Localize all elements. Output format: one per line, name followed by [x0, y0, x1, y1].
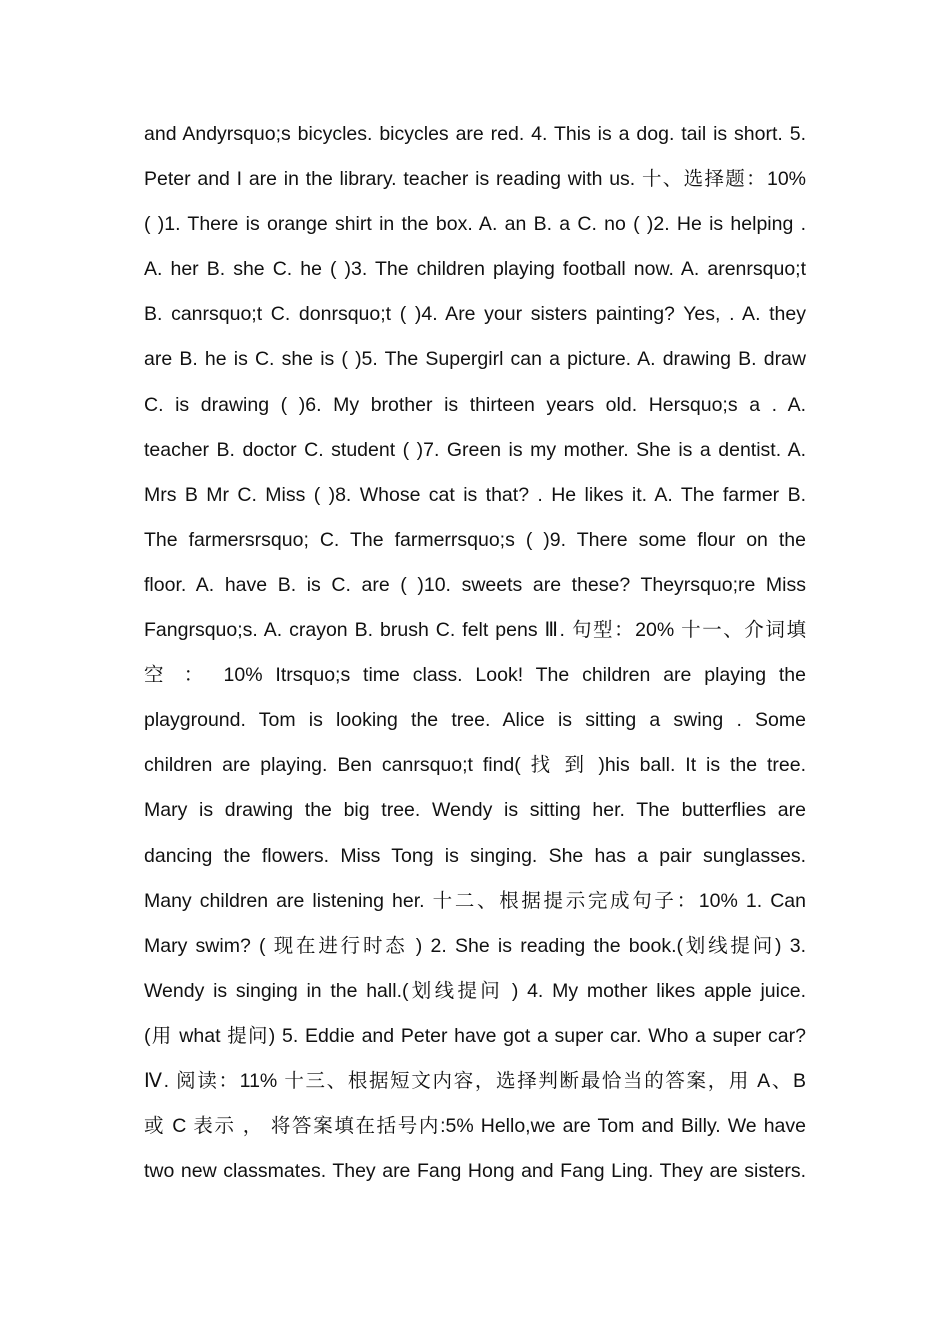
text-line: and Andyrsquo;s bicycles. bicycles are red. 4. This is a dog. tail is short. 5.	[144, 123, 806, 145]
text-line: The farmersrsquo; C. The farmerrsquo;s ( )9. There some flour on the	[144, 528, 806, 551]
text-line: Ⅳ. 阅读：11% 十三、根据短文内容，选择判断最恰当的答案，用 A、B	[144, 1069, 806, 1092]
text-line: floor. A. have B. is C. are ( )10. sweets are these? Theyrsquo;re Miss	[144, 573, 806, 596]
text-line: Peter and I are in the library. teacher is reading with us. 十、选择题：10%	[144, 168, 806, 191]
text-line: dancing the flowers. Miss Tong is singing. She has a pair sunglasses.	[144, 844, 806, 867]
text-line: Many children are listening her. 十二、根据提示完成句子：10% 1. Can	[144, 889, 806, 912]
text-line: A. her B. she C. he ( )3. The children playing football now. A. arenrsquo;t	[144, 258, 806, 281]
text-line: teacher B. doctor C. student ( )7. Green is my mother. She is a dentist. A.	[144, 438, 806, 461]
text-line: Fangrsquo;s. A. crayon B. brush C. felt pens Ⅲ. 句型：20% 十一、介词填	[144, 619, 806, 642]
text-line: are B. he is C. she is ( )5. The Supergirl can a picture. A. drawing B. draw	[144, 348, 806, 371]
text-line: two new classmates. They are Fang Hong and Fang Ling. They are sisters.	[144, 1160, 806, 1183]
text-line: children are playing. Ben canrsquo;t find( 找 到 )his ball. It is the tree.	[144, 754, 806, 777]
text-line: playground. Tom is looking the tree. Alice is sitting a swing . Some	[144, 709, 806, 732]
text-line: ( )1. There is orange shirt in the box. A. an B. a C. no ( )2. He is helping .	[144, 213, 806, 236]
text-line: (用 what 提问) 5. Eddie and Peter have got a super car. Who a super car?	[144, 1024, 806, 1047]
text-line: B. canrsquo;t C. donrsquo;t ( )4. Are your sisters painting? Yes, . A. they	[144, 303, 806, 326]
text-line: 或 C 表示 ， 将答案填在括号内:5% Hello,we are Tom and Billy. We have	[144, 1115, 806, 1138]
text-line: Mrs B Mr C. Miss ( )8. Whose cat is that? . He likes it. A. The farmer B.	[144, 483, 806, 506]
text-line: 空 ： 10% Itrsquo;s time class. Look! The children are playing the	[144, 664, 806, 687]
text-line: C. is drawing ( )6. My brother is thirteen years old. Hersquo;s a . A.	[144, 393, 806, 416]
text-line: Wendy is singing in the hall.(划线提问 ) 4. My mother likes apple juice.	[144, 979, 806, 1002]
document-body	[144, 112, 806, 1194]
text-line: Mary is drawing the big tree. Wendy is sitting her. The butterflies are	[144, 799, 806, 822]
text-line: Mary swim? ( 现在进行时态 ) 2. She is reading the book.(划线提问) 3.	[144, 934, 806, 957]
